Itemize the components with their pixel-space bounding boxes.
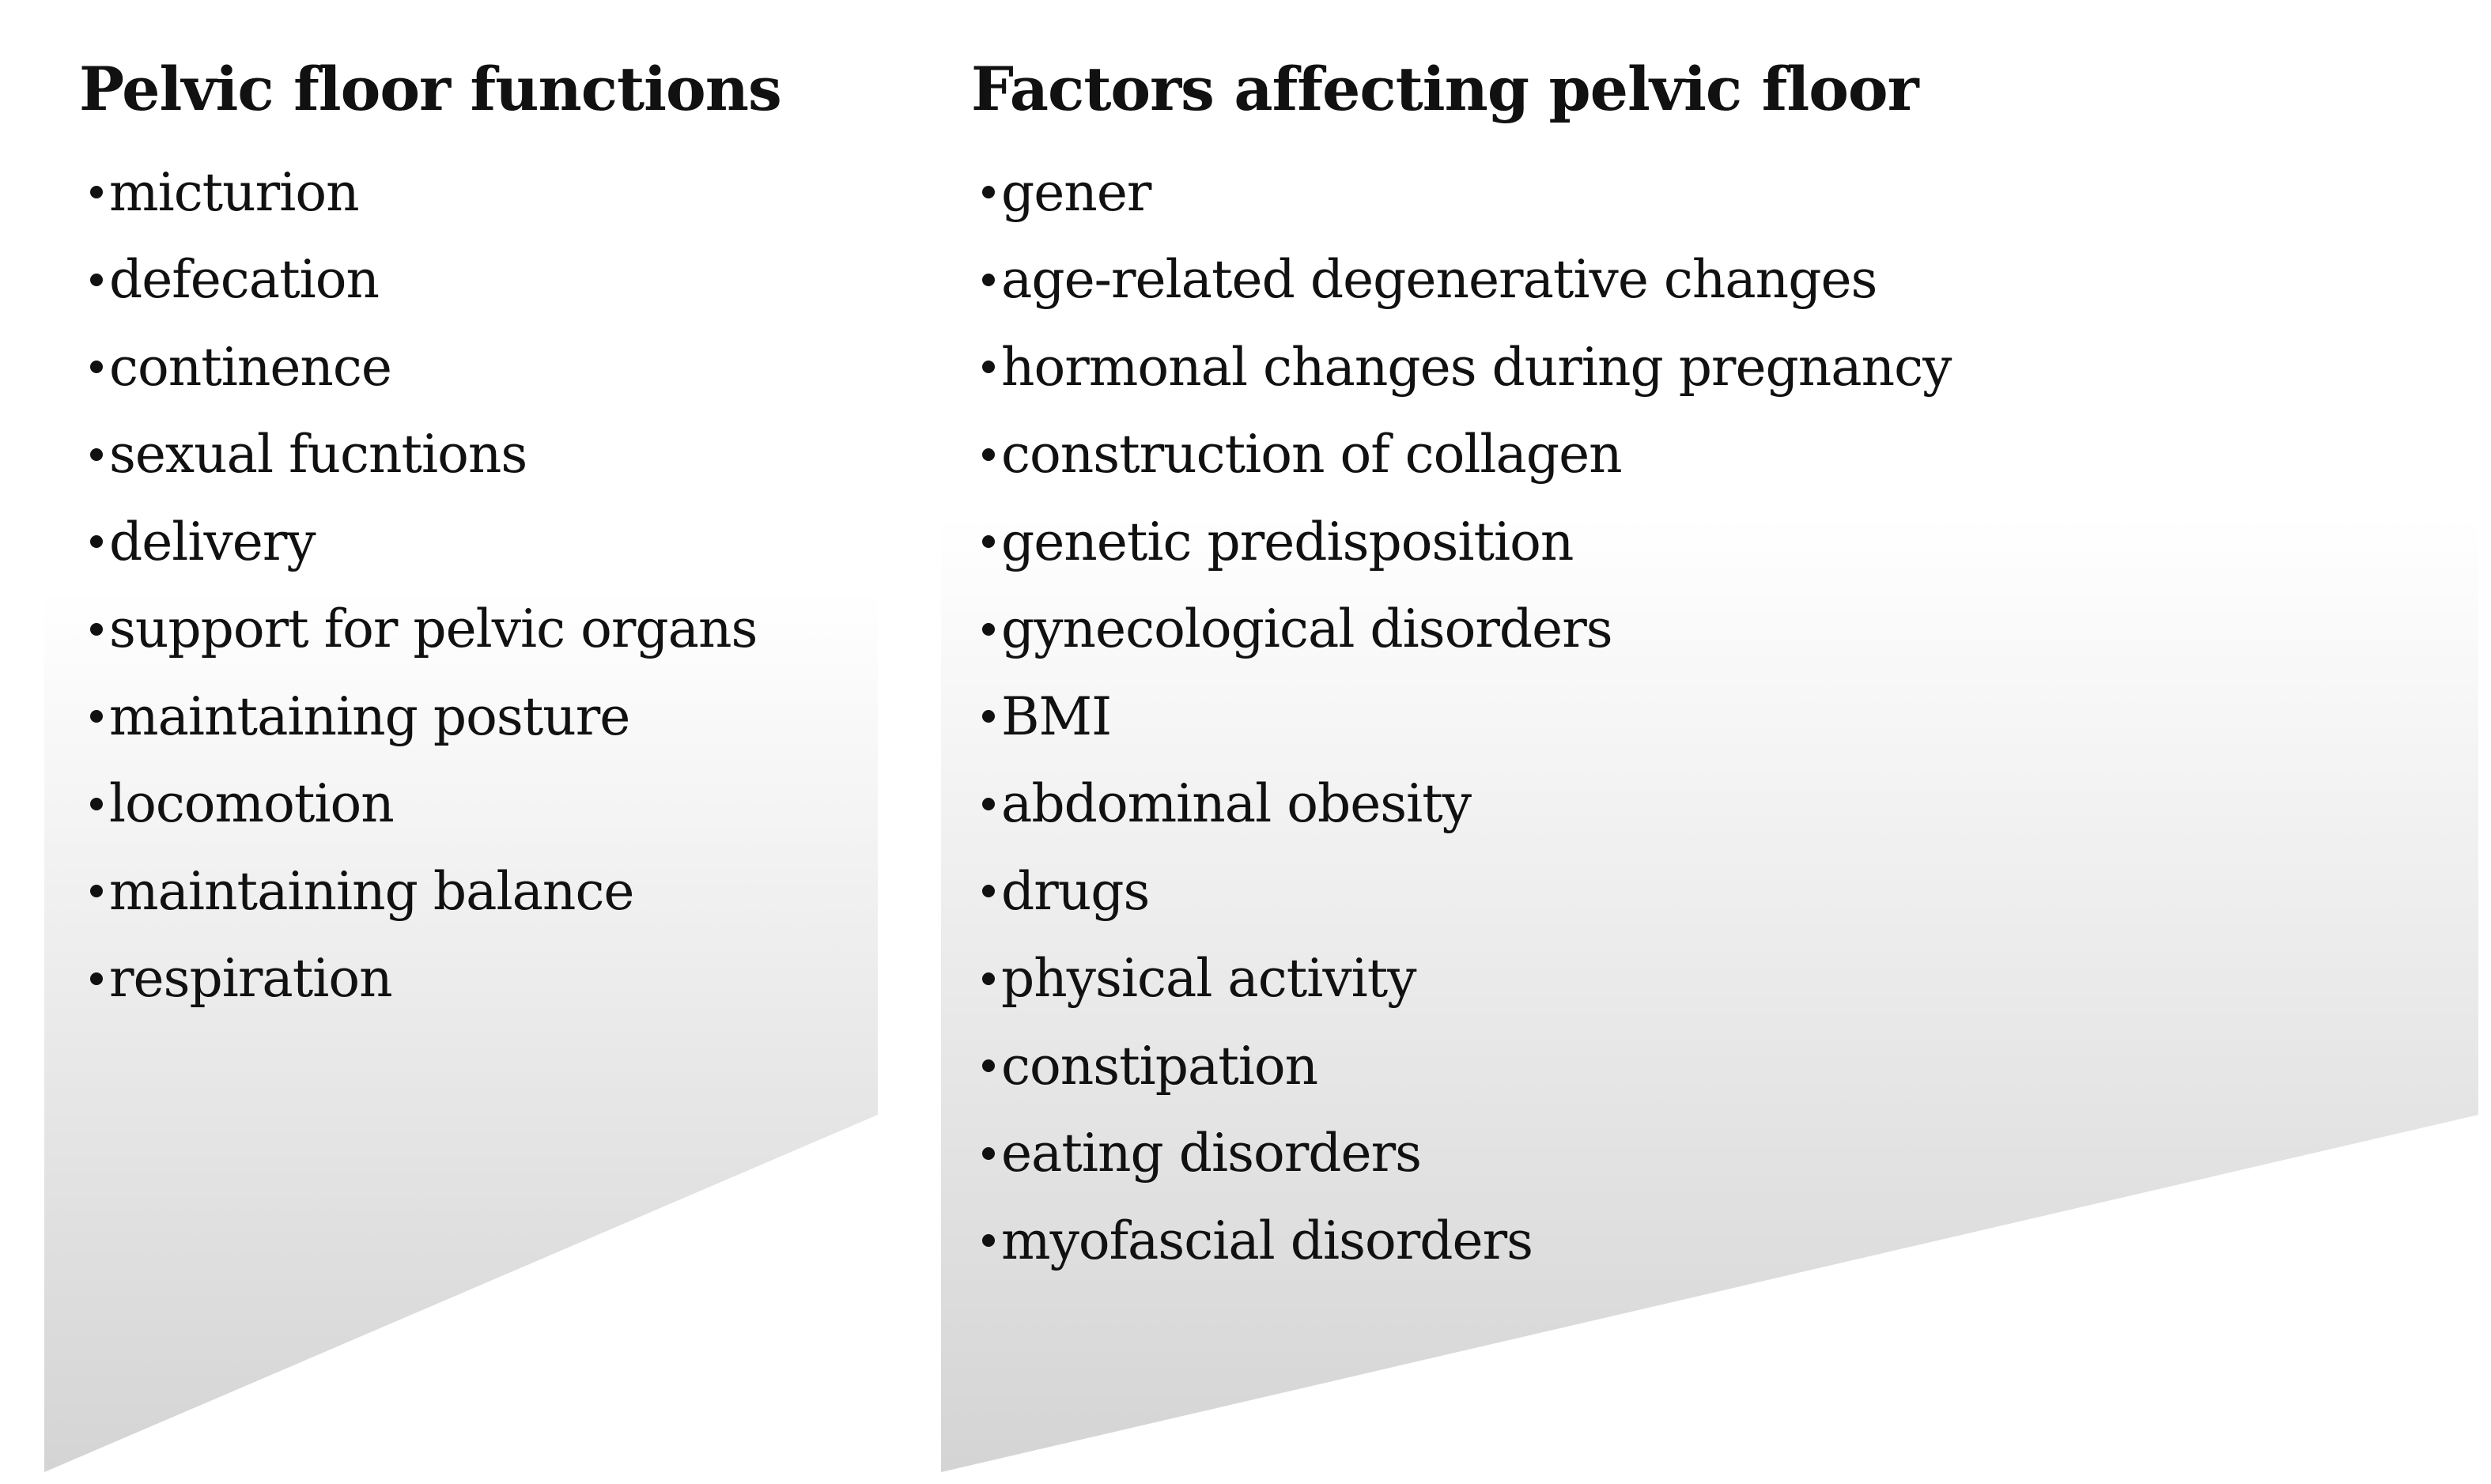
bullet-icon xyxy=(90,361,103,373)
bullet-icon xyxy=(982,623,995,636)
list-item xyxy=(971,236,2474,324)
list-item-label: genetic predisposition xyxy=(1001,511,1574,572)
list-item xyxy=(971,1022,2474,1110)
list-item-label: BMI xyxy=(1001,685,1112,747)
bullet-icon xyxy=(982,972,995,985)
list-item-label: gener xyxy=(1001,161,1151,223)
list-item xyxy=(79,498,870,586)
list-item-label: abdominal obesity xyxy=(1001,773,1472,835)
list-item-label: maintaining balance xyxy=(109,860,634,922)
factors-list xyxy=(971,149,2474,1285)
list-item-label: constipation xyxy=(1001,1035,1318,1097)
list-item xyxy=(79,323,870,411)
bullet-icon xyxy=(982,361,995,373)
list-item xyxy=(971,761,2474,848)
functions-list xyxy=(79,149,870,1022)
bullet-icon xyxy=(982,798,995,810)
bullet-icon xyxy=(90,972,103,985)
list-item xyxy=(971,498,2474,586)
list-item xyxy=(79,149,870,236)
list-item xyxy=(971,323,2474,411)
list-item-label: defecation xyxy=(109,249,379,311)
list-item xyxy=(79,586,870,674)
bullet-icon xyxy=(982,710,995,723)
list-item-label: maintaining posture xyxy=(109,685,630,747)
bullet-icon xyxy=(982,1059,995,1072)
factors-affecting-pelvic-floor-panel xyxy=(971,46,2474,1285)
bullet-icon xyxy=(90,274,103,286)
list-item-label: physical activity xyxy=(1001,948,1416,1010)
list-item xyxy=(971,1110,2474,1198)
list-item-label: continence xyxy=(109,336,391,398)
list-item-label: delivery xyxy=(109,511,316,572)
list-item xyxy=(79,673,870,761)
bullet-icon xyxy=(90,798,103,810)
list-item-label: support for pelvic organs xyxy=(109,599,758,660)
bullet-icon xyxy=(90,710,103,723)
bullet-icon xyxy=(90,623,103,636)
list-item xyxy=(971,848,2474,935)
bullet-icon xyxy=(982,1234,995,1247)
list-item xyxy=(971,411,2474,499)
bullet-icon xyxy=(90,535,103,548)
bullet-icon xyxy=(982,535,995,548)
list-item-label: myofascial disorders xyxy=(1001,1210,1533,1271)
list-item-label: respiration xyxy=(109,948,392,1010)
bullet-icon xyxy=(982,186,995,198)
list-item xyxy=(971,935,2474,1023)
list-item-label: sexual fucntions xyxy=(109,424,527,485)
list-item-label: hormonal changes during pregnancy xyxy=(1001,336,1952,398)
list-item xyxy=(79,761,870,848)
bullet-icon xyxy=(90,885,103,897)
bullet-icon xyxy=(982,448,995,461)
list-item-label: locomotion xyxy=(109,773,394,835)
bullet-icon xyxy=(982,885,995,897)
bullet-icon xyxy=(90,448,103,461)
left-panel-title: Pelvic floor functions xyxy=(79,54,781,124)
bullet-icon xyxy=(982,1147,995,1160)
list-item xyxy=(79,411,870,499)
list-item-label: micturion xyxy=(109,161,359,223)
bullet-icon xyxy=(90,186,103,198)
list-item xyxy=(971,149,2474,236)
list-item xyxy=(971,673,2474,761)
list-item-label: drugs xyxy=(1001,860,1150,922)
list-item-label: gynecological disorders xyxy=(1001,599,1612,660)
list-item xyxy=(79,236,870,324)
list-item-label: construction of collagen xyxy=(1001,424,1622,485)
list-item xyxy=(971,586,2474,674)
list-item xyxy=(79,935,870,1023)
bullet-icon xyxy=(982,274,995,286)
pelvic-floor-functions-panel xyxy=(79,46,870,1022)
list-item xyxy=(971,1197,2474,1285)
right-panel-title: Factors affecting pelvic floor xyxy=(971,54,1918,124)
list-item xyxy=(79,848,870,935)
list-item-label: eating disorders xyxy=(1001,1123,1422,1184)
list-item-label: age-related degenerative changes xyxy=(1001,249,1877,311)
